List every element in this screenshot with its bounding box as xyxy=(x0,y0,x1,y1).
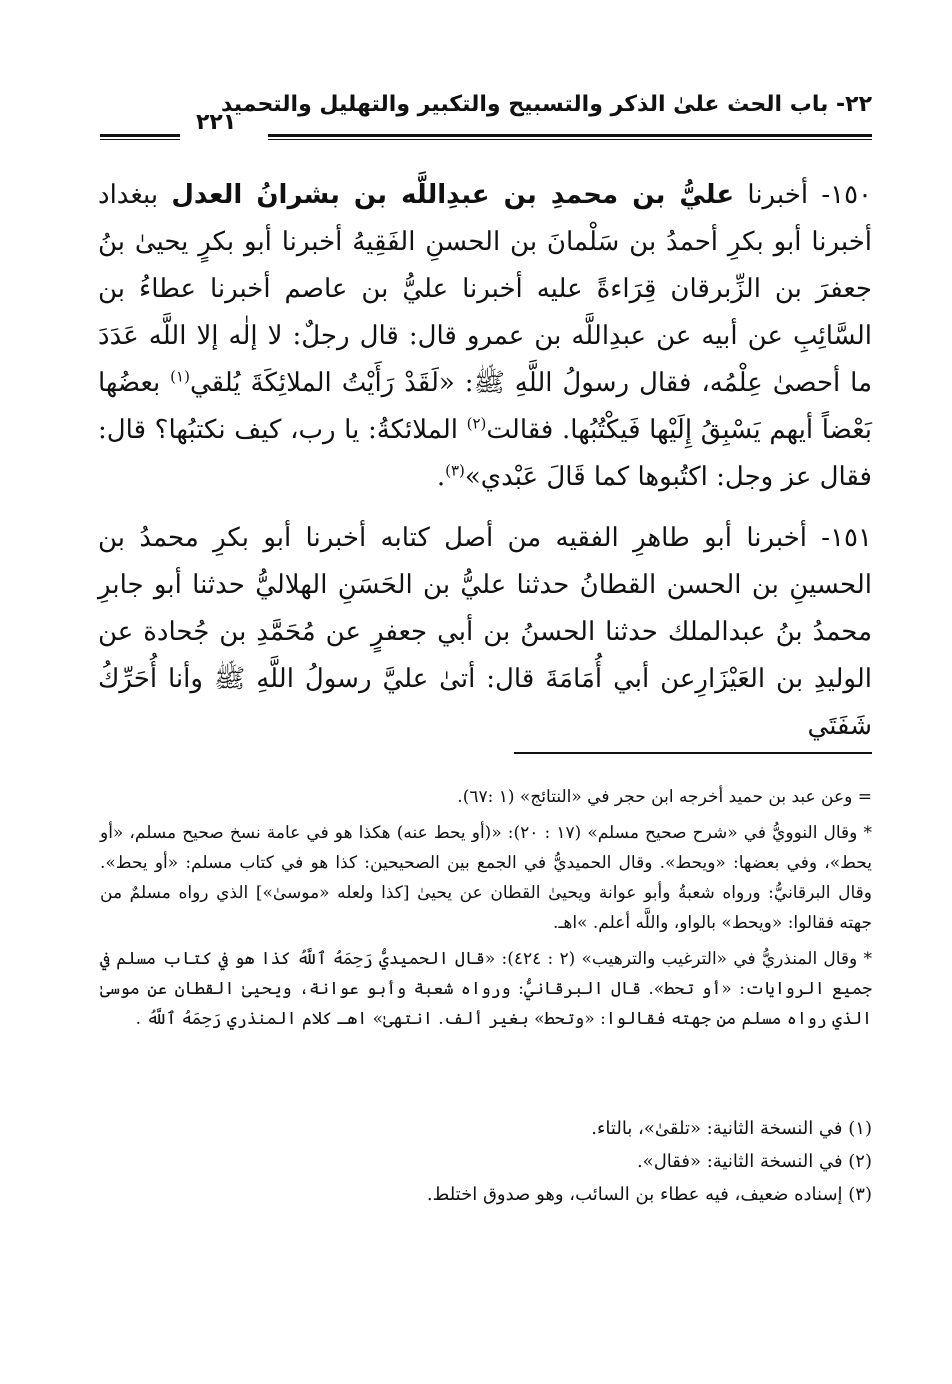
footnote-mundhiri: * وقال المنذريُّ في «الترغيب والترهيب» (٢ : ٤٢٤): «قال الحميديُّ رَحِمَهُ ٱللَّهُ كذا هو في كتاب مسلم في جميع الروايات: «أو تحط». قال البرقانيُّ: ورواه شعبة وأبو عوانة، ويحيىٰ القطان عن موسىٰ الذي رواه مسلم من جهته فقالوا: «وتحط» بغير ألف. انتهىٰ» اهـ كلام المنذري رَحِمَهُ ٱللَّهُ . xyxy=(100,949,873,1029)
footnote-continuation: = وعن عبد بن حميد أخرجه ابن حجر في «النتائج» (١ :٦٧). xyxy=(457,787,872,807)
header-rule-short xyxy=(100,134,180,140)
hadith-text: ببغداد أخبرنا أبو بكرِ أحمدُ بن سَلْمانَ بن الحسنِ الفَقِيهُ أخبرنا أبو بكرٍ يحيىٰ بنُ جعفرَ بن الزِّبرقان قِرَاءةً عليه أخبرنا عليُّ بن عاصم أخبرنا عطاءُ بن السَّائِبِ عن أبيه عن عبدِاللَّه بن عمرو قال: قال رجلٌ: لا إلٰه إلا اللَّه عَدَدَ ما أحصىٰ عِلْمُه، فقال رسولُ اللَّهِ ﷺ: «لَقَدْ رَأَيْتُ الملائِكَةَ يُلقي xyxy=(98,180,873,398)
narrator-name: عليُّ بن محمدِ بن عبدِاللَّه بن بشرانُ العدل xyxy=(171,180,735,210)
footnote-ref-1: (١) xyxy=(170,367,190,386)
footnotes-commentary xyxy=(100,782,872,1040)
header-rule xyxy=(268,134,872,140)
hadith-150 xyxy=(98,172,872,501)
hadith-text-3: الملائكةُ: يا رب، كيف نكتبُها؟ قال: فقال عز وجل: اكتُبوها كما قَالَ عَبْدي» xyxy=(98,415,872,492)
page-number: ٢٢١ xyxy=(196,110,237,135)
hadith-number: ١٥١- xyxy=(821,523,872,553)
hadith-text-2: بعضُها بَعْضاً أيهم يَسْبِقُ إِلَيْها فَيكْتُبُها. فقالت xyxy=(98,368,872,445)
hadith-151 xyxy=(98,515,872,750)
chapter-title: ٢٢- باب الحث علىٰ الذكر والتسبيح والتكبير والتهليل والتحميد xyxy=(221,92,872,117)
footnote-separator xyxy=(514,752,872,754)
footnote-1: (١) في النسخة الثانية: «تلقىٰ»، بالتاء. xyxy=(591,1118,872,1139)
hadith-text: أخبرنا أبو طاهرِ الفقيه من أصل كتابه أخبرنا أبو بكرِ محمدُ بن الحسينِ بن الحسن القطانُ حدثنا عليُّ بن الحَسَنِ الهلاليُّ حدثنا أبو جابرِ محمدُ بنُ عبدالملك حدثنا الحسنُ بن أبي جعفرٍ عن مُحَمَّدِ بن جُحادة عن الوليدِ بن العَيْزَارِعن أبي أُمَامَةَ قال: أتىٰ عليَّ رسولُ اللَّهِ ﷺ وأنا أُحَرِّكُ شَفَتَي xyxy=(98,523,872,741)
page-header xyxy=(100,90,872,140)
footnote-list xyxy=(100,1112,872,1211)
main-text xyxy=(98,172,872,764)
footnote-nawawi: * وقال النوويُّ في «شرح صحيح مسلم» (١٧ : ٢٠): «(أو يحط عنه) هكذا هو في عامة نسخ صحيح مسلم، «أو يحط»، وفي بعضها: «ويحط». وقال الحميديُّ في الجمع بين الصحيحين: كذا هو في كتاب مسلم: «أو يحط». وقال البرقانيُّ: ورواه شعبةُ وأبو عوانة ويحيىٰ القطان عن يحيىٰ [كذا ولعله «موسىٰ»] الذي رواه مسلمٌ من جهته فقالوا: «ويحط» بالواو، واللَّه أعلم. »اهـ. xyxy=(100,823,872,933)
footnote-ref-3: (٣) xyxy=(445,461,465,480)
hadith-number: ١٥٠- xyxy=(821,180,873,210)
hadith-pre: أخبرنا xyxy=(747,180,809,210)
footnote-ref-2: (٢) xyxy=(466,414,487,433)
footnote-3: (٣) إسناده ضعيف، فيه عطاء بن السائب، وهو صدوق اختلط. xyxy=(426,1184,872,1205)
hadith-end: . xyxy=(436,462,446,492)
footnote-2: (٢) في النسخة الثانية: «فقال». xyxy=(636,1151,872,1172)
